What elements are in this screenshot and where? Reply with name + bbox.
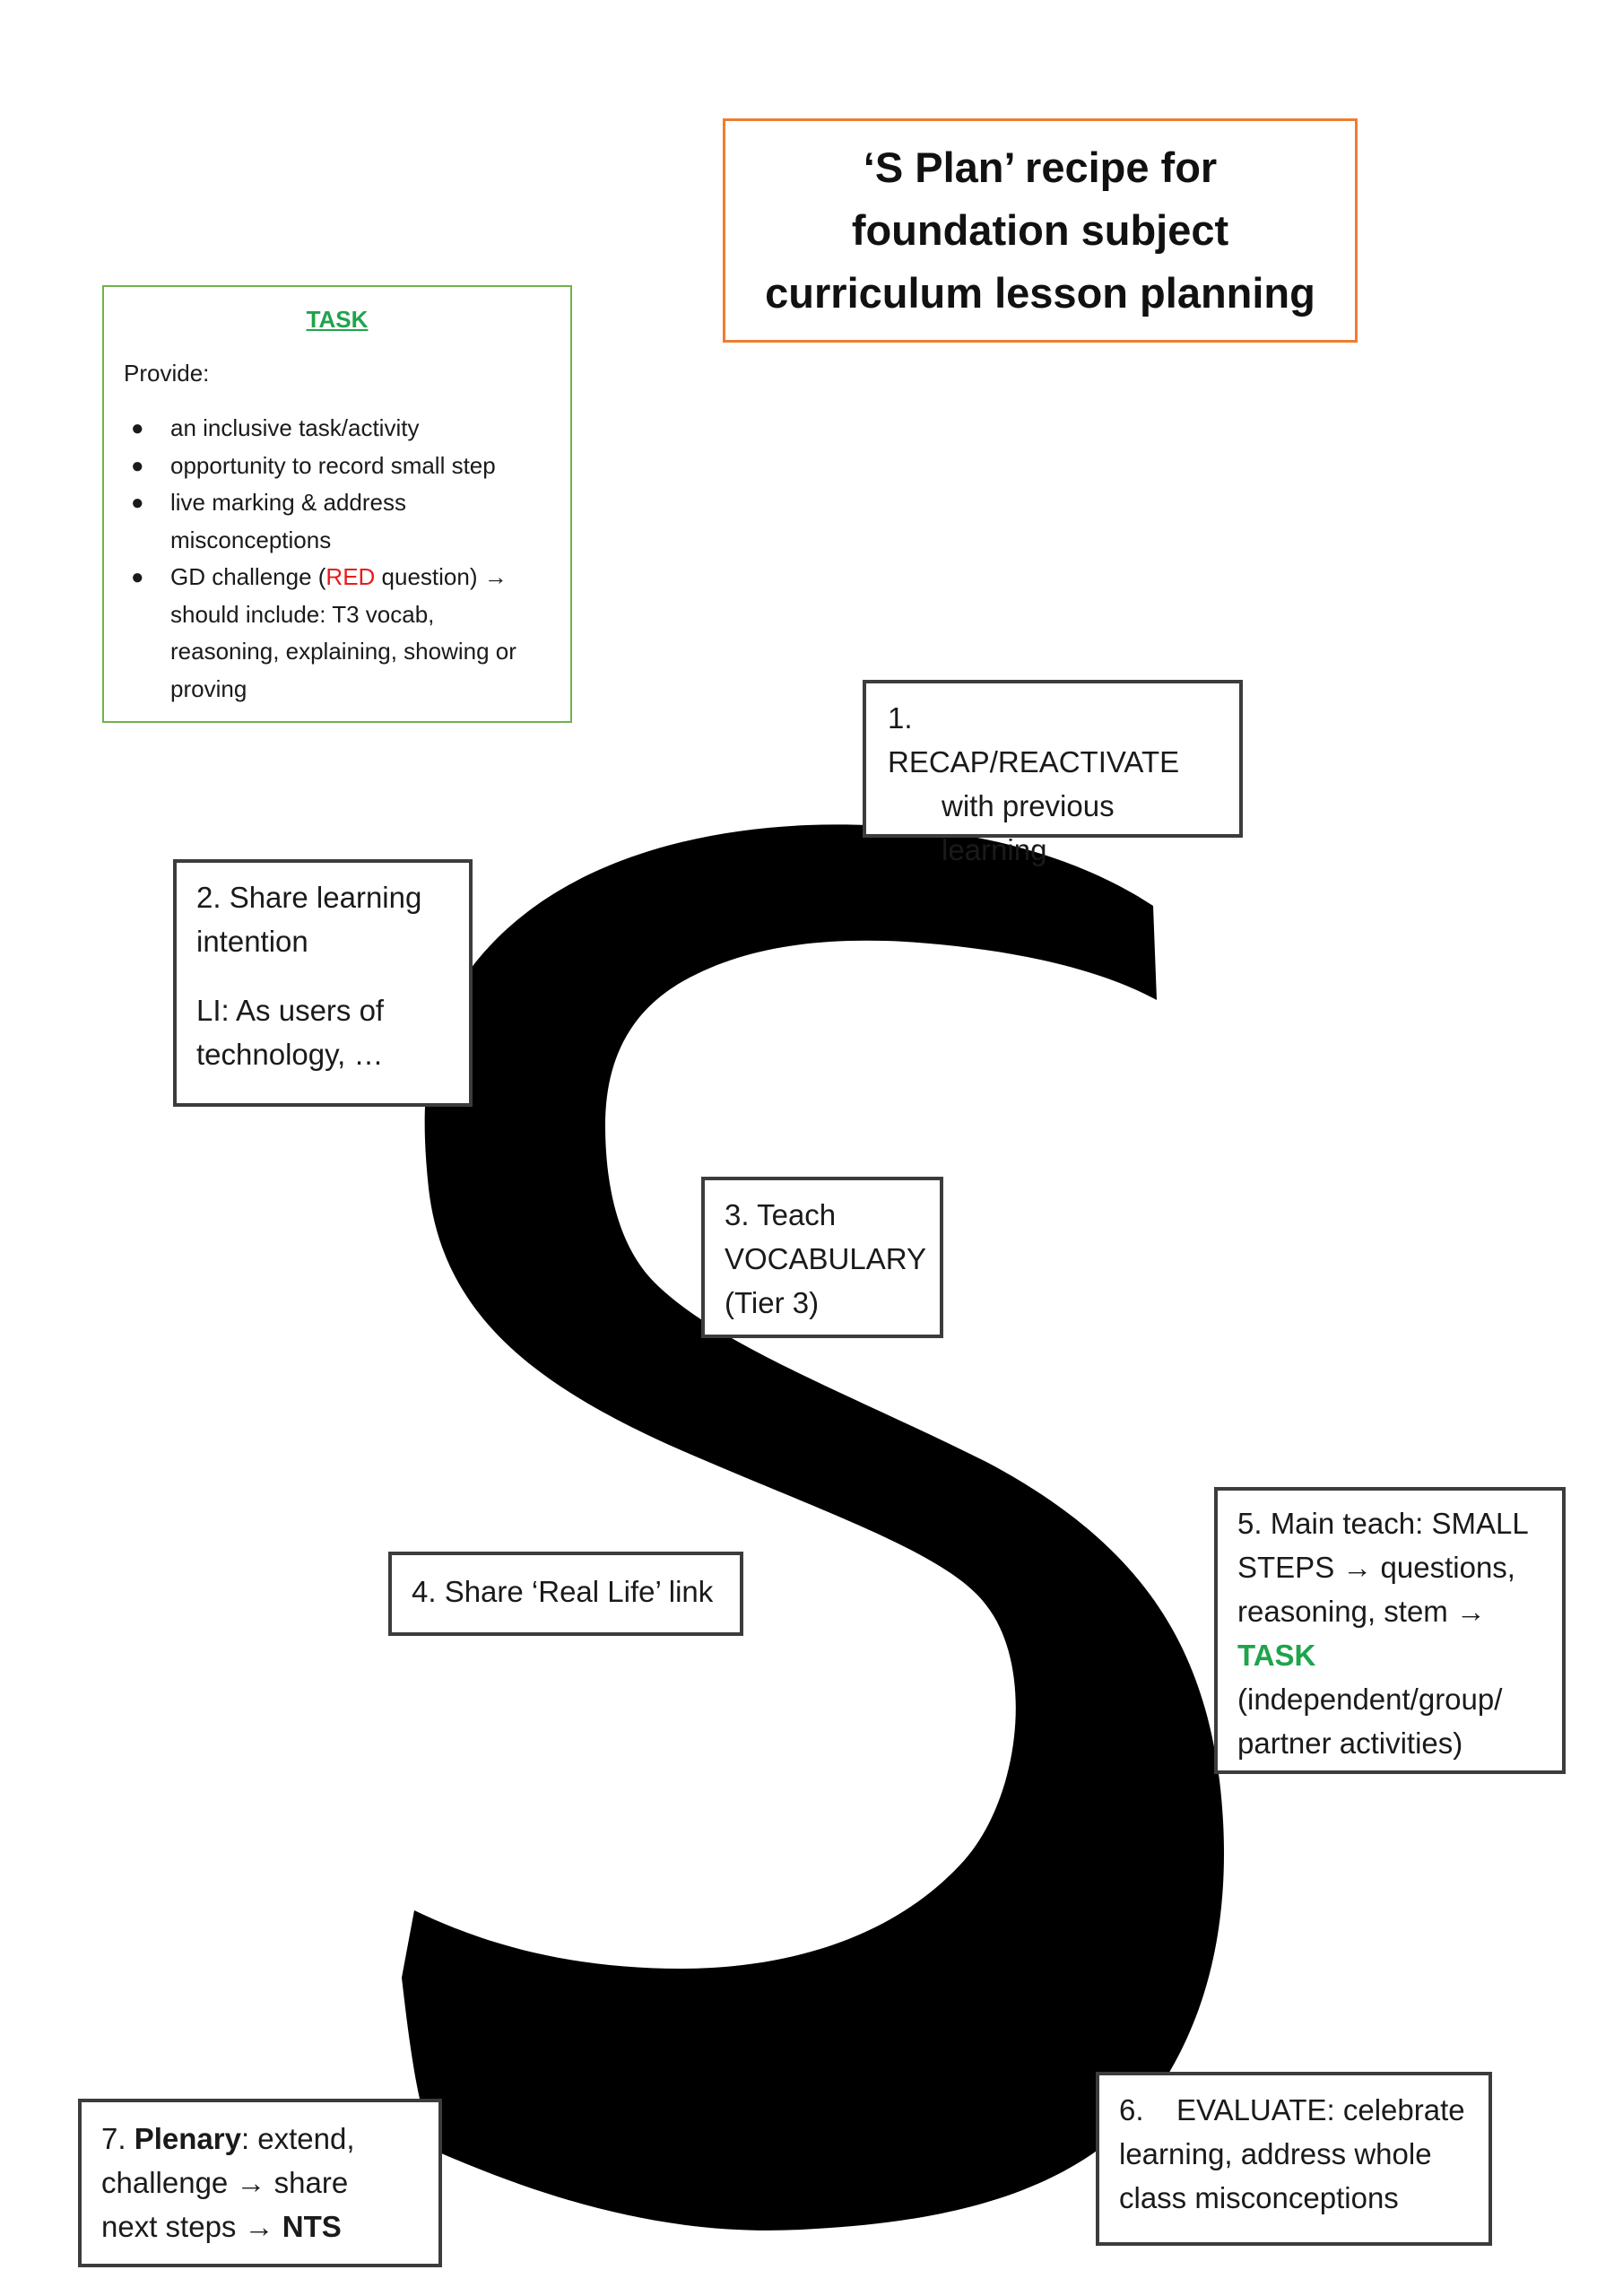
bullet-icon: ●	[131, 453, 144, 478]
bullet-icon: ●	[131, 416, 144, 440]
task-b4-post: question) →	[375, 563, 508, 590]
step-7-line-3	[101, 2205, 419, 2248]
task-provide-label: Provide:	[124, 359, 210, 387]
task-bullet-4-line-1	[170, 559, 551, 596]
step-5-task-label: TASK	[1237, 1639, 1316, 1672]
step-5-line-5: (independent/group/	[1237, 1683, 1503, 1716]
task-bullet-4-line-2: should include: T3 vocab,	[170, 600, 435, 628]
step-6-line-3: class misconceptions	[1119, 2181, 1399, 2214]
title-line-3: curriculum lesson planning	[765, 269, 1315, 317]
task-bullet-2	[124, 448, 551, 485]
task-bullet-1	[124, 410, 551, 448]
step-7-pre: 7.	[101, 2122, 135, 2155]
step-7-post: : extend,	[240, 2122, 355, 2155]
step-6-box	[1096, 2072, 1492, 2246]
step-2-box	[173, 859, 473, 1107]
step-4-text: 4. Share ‘Real Life’ link	[412, 1575, 714, 1608]
task-bullet-3	[124, 484, 551, 559]
task-bullet-3-line-2: misconceptions	[170, 526, 332, 553]
bullet-icon: ●	[131, 565, 144, 589]
step-1-number: 1.	[888, 701, 913, 735]
step-7-line-3-pre: next steps →	[101, 2210, 282, 2243]
task-bullet-4-line-4: proving	[170, 674, 247, 702]
step-2-line-3: LI: As users of	[196, 994, 385, 1027]
step-1-line-1	[888, 696, 1219, 784]
task-bullet-4	[124, 559, 551, 708]
step-3-line-2: VOCABULARY	[725, 1242, 926, 1275]
step-2-line-2: intention	[196, 925, 308, 958]
step-5-line-2: STEPS → questions,	[1237, 1551, 1515, 1584]
step-6-number: 6.	[1119, 2093, 1144, 2126]
step-2-line-4: technology, …	[196, 1038, 384, 1071]
step-7-box	[78, 2099, 442, 2267]
step-4-box	[388, 1552, 743, 1636]
step-5-line-3: reasoning, stem →	[1237, 1595, 1486, 1628]
step-7-nts: NTS	[282, 2210, 342, 2243]
task-bullet-list	[124, 410, 551, 708]
step-3-line-3: (Tier 3)	[725, 1286, 820, 1319]
step-7-line-1	[101, 2117, 419, 2161]
step-6-line-2: learning, address whole	[1119, 2137, 1432, 2170]
s-letter-path	[402, 824, 1224, 2231]
task-box	[102, 285, 572, 723]
task-heading: TASK	[306, 306, 369, 333]
task-bullet-1-text: an inclusive task/activity	[170, 414, 420, 441]
title-box	[723, 118, 1358, 343]
step-3-box	[701, 1177, 943, 1338]
task-b4-pre: GD challenge (	[170, 563, 326, 590]
title-line-1: ‘S Plan’ recipe for	[863, 144, 1218, 191]
step-6-text-1: EVALUATE: celebrate	[1176, 2093, 1465, 2126]
step-1-line-3: learning	[942, 833, 1047, 866]
title-line-2: foundation subject	[851, 206, 1229, 254]
step-5-box	[1214, 1487, 1566, 1774]
step-1-box	[863, 680, 1243, 866]
task-bullet-2-text: opportunity to record small step	[170, 451, 496, 479]
step-2-line-1: 2. Share learning	[196, 881, 422, 914]
task-bullet-4-line-3: reasoning, explaining, showing or	[170, 638, 516, 665]
step-2-gap	[196, 963, 449, 988]
step-7-line-2: challenge → share	[101, 2166, 349, 2199]
step-6-line-1	[1119, 2088, 1469, 2132]
bullet-icon: ●	[131, 491, 144, 515]
task-bullet-3-line-1: live marking & address	[170, 489, 406, 516]
step-5-line-1: 5. Main teach: SMALL	[1237, 1507, 1529, 1540]
step-7-plenary: Plenary	[134, 2122, 241, 2155]
step-5-line-6: partner activities)	[1237, 1726, 1463, 1760]
task-b4-red: RED	[325, 563, 376, 590]
step-1-line-2: with previous	[942, 789, 1115, 822]
step-1-text-1: RECAP/REACTIVATE	[888, 745, 1180, 778]
step-3-line-1: 3. Teach	[725, 1198, 837, 1231]
